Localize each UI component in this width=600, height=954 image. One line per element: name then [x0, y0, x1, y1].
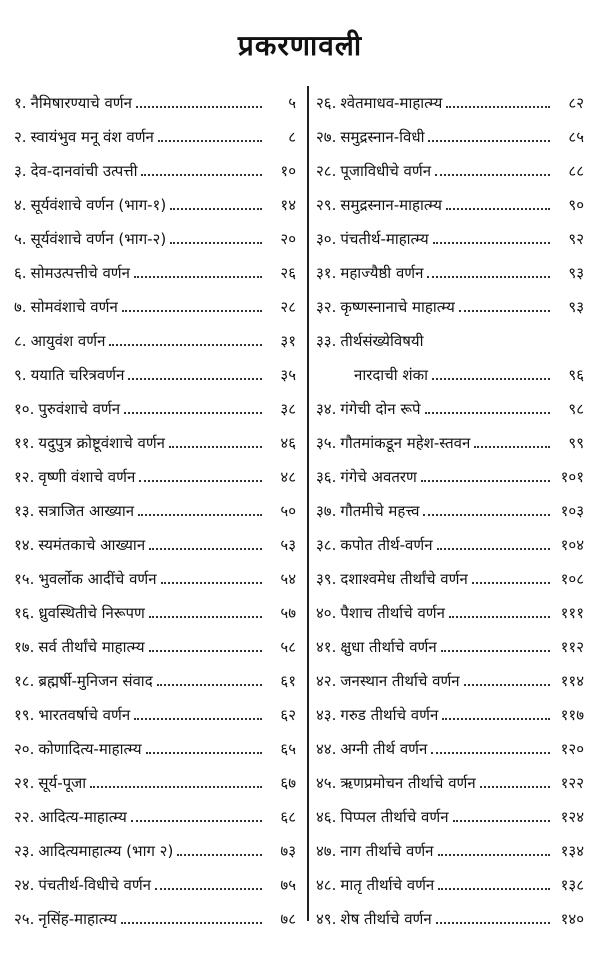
entry-number: ४७.	[316, 842, 337, 860]
dot-leader	[158, 140, 262, 142]
entry-title: दशाश्वमेध तीर्थांचे वर्णन	[340, 570, 468, 588]
entry-number: २३.	[14, 842, 35, 860]
dot-leader	[474, 446, 550, 448]
entry-number: १६.	[14, 604, 35, 622]
dot-leader	[134, 718, 262, 720]
dot-leader	[438, 854, 550, 856]
entry-title: आदित्यमाहात्म्य (भाग २)	[38, 842, 174, 860]
contents-entry	[316, 392, 584, 426]
contents-entry	[316, 460, 584, 494]
contents-entry	[14, 834, 296, 868]
entry-title: शेष तीर्थाचे वर्णन	[340, 910, 432, 928]
entry-number: ३९.	[316, 570, 337, 588]
entry-number: १७.	[14, 638, 35, 656]
entry-page-number: ५०	[280, 502, 296, 520]
dot-leader	[169, 446, 262, 448]
entry-title: गौतमीचे महत्त्व	[340, 502, 420, 520]
contents-entry	[316, 324, 584, 358]
entry-page-number: १०१	[560, 468, 584, 486]
contents-entry	[316, 800, 584, 834]
entry-number: ३.	[14, 162, 27, 180]
entry-number: ११.	[14, 434, 35, 452]
entry-page-number: २८	[280, 298, 296, 316]
dot-leader	[472, 582, 550, 584]
entry-title: सर्व तीर्थांचे माहात्म्य	[38, 638, 145, 656]
entry-title: आयुवंश वर्णन	[30, 332, 106, 350]
entry-number: ३४.	[316, 400, 337, 418]
contents-entry	[316, 698, 584, 732]
entry-page-number: ५	[288, 94, 296, 112]
entry-page-number: ११४	[560, 672, 584, 690]
contents-entry	[316, 358, 584, 392]
entry-title: नारदाची शंका	[354, 366, 428, 384]
entry-page-number: ७३	[280, 842, 296, 860]
contents-entry	[14, 120, 296, 154]
dot-leader	[122, 310, 262, 312]
entry-number: १५.	[14, 570, 35, 588]
dot-leader	[435, 174, 550, 176]
entry-title: गौतमांकडून महेश-स्तवन	[340, 434, 471, 452]
dot-leader	[141, 174, 262, 176]
entry-page-number: ८२	[568, 94, 584, 112]
entry-title: पूजाविधीचे वर्णन	[340, 162, 432, 180]
entry-title: पंचतीर्थ-विधीचे वर्णन	[38, 876, 151, 894]
entry-title: जनस्थान तीर्थाचे वर्णन	[340, 672, 460, 690]
contents-entry	[316, 222, 584, 256]
entry-number: २९.	[316, 196, 337, 214]
contents-entry	[14, 528, 296, 562]
entry-page-number: ९९	[568, 434, 584, 452]
dot-leader	[149, 650, 262, 652]
dot-leader	[428, 140, 550, 142]
contents-entry	[316, 290, 584, 324]
entry-number: १३.	[14, 502, 35, 520]
contents-entry	[14, 222, 296, 256]
contents-entry	[14, 868, 296, 902]
dot-leader	[157, 684, 262, 686]
dot-leader	[446, 208, 550, 210]
entry-title: कृष्णस्नानाचे माहात्म्य	[340, 298, 455, 316]
dot-leader	[441, 650, 550, 652]
entry-number: २७.	[316, 128, 337, 146]
dot-leader	[459, 310, 550, 312]
contents-entry	[316, 426, 584, 460]
entry-page-number: १०८	[560, 570, 584, 588]
dot-leader	[449, 616, 550, 618]
entry-number: ३५.	[316, 434, 337, 452]
contents-entry	[14, 630, 296, 664]
entry-page-number: १२४	[560, 808, 584, 826]
entry-page-number: ५४	[280, 570, 296, 588]
contents-entry	[316, 86, 584, 120]
entry-number: २२.	[14, 808, 35, 826]
entry-page-number: ४६	[280, 434, 296, 452]
dot-leader	[170, 242, 262, 244]
entry-page-number: ६२	[280, 706, 296, 724]
entry-number: ३६.	[316, 468, 337, 486]
contents-entry	[14, 902, 296, 936]
entry-number: ४०.	[316, 604, 337, 622]
entry-title: पंचतीर्थ-माहात्म्य	[340, 230, 429, 248]
entry-title: महाज्यैष्ठी वर्णन	[340, 264, 424, 282]
entry-number: ४.	[14, 196, 27, 214]
contents-entry	[14, 766, 296, 800]
entry-number: ४६.	[316, 808, 337, 826]
dot-leader	[442, 718, 550, 720]
dot-leader	[464, 684, 550, 686]
entry-number: ३३.	[316, 332, 337, 350]
entry-page-number: १०३	[560, 502, 584, 520]
dot-leader	[425, 412, 550, 414]
page-title: प्रकरणावली	[237, 29, 363, 62]
contents-entry	[14, 154, 296, 188]
entry-title: समुद्रस्नान-विधी	[340, 128, 425, 146]
entry-number: ४९.	[316, 910, 337, 928]
contents-entry	[316, 596, 584, 630]
entry-page-number: १३८	[560, 876, 584, 894]
dot-leader	[437, 548, 550, 550]
entry-page-number: ३५	[280, 366, 296, 384]
entry-number: ३८.	[316, 536, 337, 554]
entry-number: १४.	[14, 536, 35, 554]
contents-entry	[316, 494, 584, 528]
dot-leader	[124, 412, 262, 414]
dot-leader	[423, 514, 550, 516]
dot-leader	[146, 752, 262, 754]
entry-page-number: ६१	[280, 672, 296, 690]
entry-number: २.	[14, 128, 27, 146]
entry-page-number: ८५	[568, 128, 584, 146]
contents-entry	[316, 630, 584, 664]
entry-title: ऋणप्रमोचन तीर्थाचे वर्णन	[340, 774, 476, 792]
entry-page-number: ८८	[568, 162, 584, 180]
contents-entry	[14, 290, 296, 324]
contents-entry	[14, 86, 296, 120]
entry-page-number: ३१	[280, 332, 296, 350]
entry-number: ३१.	[316, 264, 337, 282]
entry-number: २८.	[316, 162, 337, 180]
dot-leader	[177, 854, 262, 856]
entry-title: मातृ तीर्थाचे वर्णन	[340, 876, 435, 894]
entry-number: १.	[14, 94, 27, 112]
entry-page-number: ९६	[568, 366, 584, 384]
contents-entry	[14, 358, 296, 392]
entry-page-number: १०	[280, 162, 296, 180]
entry-number: ४३.	[316, 706, 337, 724]
contents-entry	[14, 562, 296, 596]
contents-entry	[14, 494, 296, 528]
entry-page-number: ११२	[560, 638, 584, 656]
entry-title: क्षुधा तीर्थाचे वर्णन	[340, 638, 437, 656]
entry-title: पिप्पल तीर्थाचे वर्णन	[340, 808, 449, 826]
entry-number: ५.	[14, 230, 27, 248]
entry-page-number: ४८	[280, 468, 296, 486]
dot-leader	[433, 242, 550, 244]
dot-leader	[90, 786, 262, 788]
contents-entry	[14, 188, 296, 222]
entry-title: सूर्य-पूजा	[38, 774, 87, 792]
dot-leader	[136, 106, 262, 108]
contents-entry	[14, 732, 296, 766]
entry-title: सूर्यवंशाचे वर्णन (भाग-१)	[30, 196, 167, 214]
contents-entry	[14, 256, 296, 290]
entry-number: ८.	[14, 332, 27, 350]
entry-page-number: १४	[280, 196, 296, 214]
contents-entry	[14, 664, 296, 698]
dot-leader	[427, 276, 550, 278]
contents-entry	[14, 800, 296, 834]
dot-leader	[446, 106, 550, 108]
entry-page-number: ९३	[568, 298, 584, 316]
entry-title: वृष्णी वंशाचे वर्णन	[38, 468, 136, 486]
entry-page-number: १०४	[560, 536, 584, 554]
entry-page-number: १११	[560, 604, 584, 622]
entry-title: भुवर्लोक आदींचे वर्णन	[38, 570, 157, 588]
contents-entry	[14, 596, 296, 630]
entry-number: २६.	[316, 94, 337, 112]
entry-page-number: ९२	[568, 230, 584, 248]
dot-leader	[149, 616, 262, 618]
entry-page-number: ५८	[280, 638, 296, 656]
entry-page-number: ९८	[568, 400, 584, 418]
entry-page-number: ९०	[568, 196, 584, 214]
entry-number: ४२.	[316, 672, 337, 690]
contents-entry	[316, 664, 584, 698]
dot-leader	[421, 480, 550, 482]
contents-entry	[316, 562, 584, 596]
contents-entry	[14, 392, 296, 426]
entry-page-number: १४०	[560, 910, 584, 928]
entry-page-number: १२२	[560, 774, 584, 792]
dot-leader	[134, 276, 262, 278]
contents-entry	[316, 154, 584, 188]
entry-page-number: ६५	[280, 740, 296, 758]
entry-title: सत्राजित आख्यान	[38, 502, 135, 520]
entry-number: १८.	[14, 672, 35, 690]
entry-page-number: २०	[280, 230, 296, 248]
dot-leader	[138, 514, 262, 516]
entry-title: गंगेचे अवतरण	[340, 468, 417, 486]
entry-title: भारतवर्षाचे वर्णन	[38, 706, 131, 724]
entry-title: कोणादित्य-माहात्म्य	[38, 740, 142, 758]
contents-column-left	[14, 86, 296, 936]
contents-entry	[316, 732, 584, 766]
dot-leader	[432, 378, 550, 380]
entry-page-number: ७८	[280, 910, 296, 928]
dot-leader	[155, 888, 262, 890]
contents-entry	[316, 528, 584, 562]
entry-page-number: ६७	[280, 774, 296, 792]
entry-title: गंगेची दोन रूपे	[340, 400, 421, 418]
entry-page-number: २६	[280, 264, 296, 282]
entry-page-number: ७५	[280, 876, 296, 894]
entry-number: १९.	[14, 706, 35, 724]
entry-number: २४.	[14, 876, 35, 894]
dot-leader	[109, 344, 262, 346]
entry-page-number: ६८	[280, 808, 296, 826]
contents-entry	[316, 766, 584, 800]
contents-entry	[316, 188, 584, 222]
contents-entry	[14, 698, 296, 732]
dot-leader	[436, 922, 550, 924]
dot-leader	[438, 888, 550, 890]
entry-title: अग्नी तीर्थ वर्णन	[340, 740, 428, 758]
entry-title: सोमउत्पत्तीचे वर्णन	[30, 264, 130, 282]
contents-entry	[14, 324, 296, 358]
entry-title: पुरुवंशाचे वर्णन	[38, 400, 121, 418]
entry-title: समुद्रस्नान-माहात्म्य	[340, 196, 442, 214]
entry-number: ४८.	[316, 876, 337, 894]
entry-number: २५.	[14, 910, 35, 928]
entry-title: नाग तीर्थाचे वर्णन	[340, 842, 434, 860]
entry-number: ६.	[14, 264, 27, 282]
entry-title: स्यमंतकाचे आख्यान	[38, 536, 146, 554]
dot-leader	[149, 548, 262, 550]
entry-page-number: ८	[288, 128, 296, 146]
entry-title: नृसिंह-माहात्म्य	[38, 910, 117, 928]
entry-title: नैमिषारण्याचे वर्णन	[30, 94, 132, 112]
dot-leader	[131, 820, 262, 822]
dot-leader	[128, 378, 262, 380]
entry-title: यदुपुत्र क्रोष्टूवंशाचे वर्णन	[38, 434, 166, 452]
dot-leader	[161, 582, 262, 584]
entry-number: ३२.	[316, 298, 337, 316]
entry-number: १०.	[14, 400, 35, 418]
entry-title: सोमवंशाचे वर्णन	[30, 298, 118, 316]
entry-page-number: ११७	[560, 706, 584, 724]
contents-entry	[316, 902, 584, 936]
entry-number: ४५.	[316, 774, 337, 792]
entry-title: पैशाच तीर्थाचे वर्णन	[340, 604, 445, 622]
contents-column-right	[316, 86, 584, 936]
entry-number: २१.	[14, 774, 35, 792]
entry-title: ययाति चरित्रवर्णन	[30, 366, 125, 384]
entry-page-number: १२०	[560, 740, 584, 758]
contents-entry	[316, 120, 584, 154]
entry-number: ४१.	[316, 638, 337, 656]
entry-page-number: ९३	[568, 264, 584, 282]
entry-title: श्वेतमाधव-माहात्म्य	[340, 94, 443, 112]
entry-number: ९.	[14, 366, 27, 384]
entry-title: आदित्य-माहात्म्य	[38, 808, 127, 826]
entry-title: सूर्यवंशाचे वर्णन (भाग-२)	[30, 230, 167, 248]
contents-entry	[14, 426, 296, 460]
entry-title: ध्रुवस्थितीचे निरूपण	[38, 604, 145, 622]
entry-number: १२.	[14, 468, 35, 486]
contents-entry	[316, 868, 584, 902]
entry-title: देव-दानवांची उत्पत्ती	[30, 162, 138, 180]
entry-page-number: ५३	[280, 536, 296, 554]
contents-entry	[316, 256, 584, 290]
entry-page-number: ३८	[280, 400, 296, 418]
dot-leader	[170, 208, 262, 210]
contents-entry	[14, 460, 296, 494]
entry-title: ब्रह्मर्षी-मुनिजन संवाद	[38, 672, 153, 690]
entry-number: ३७.	[316, 502, 337, 520]
entry-number: ३०.	[316, 230, 337, 248]
entry-number: २०.	[14, 740, 35, 758]
entry-number: ७.	[14, 298, 27, 316]
entry-number: ४४.	[316, 740, 337, 758]
entry-page-number: ५७	[280, 604, 296, 622]
dot-leader	[139, 480, 262, 482]
entry-title: कपोत तीर्थ-वर्णन	[340, 536, 433, 554]
contents-entry	[316, 834, 584, 868]
dot-leader	[453, 820, 550, 822]
entry-title: स्वायंभुव मनू वंश वर्णन	[30, 128, 154, 146]
dot-leader	[431, 752, 550, 754]
dot-leader	[480, 786, 550, 788]
entry-page-number: १३४	[560, 842, 584, 860]
entry-title: तीर्थसंख्येविषयी	[340, 332, 424, 350]
dot-leader	[121, 922, 262, 924]
column-divider	[307, 86, 309, 921]
entry-title: गरुड तीर्थाचे वर्णन	[340, 706, 439, 724]
